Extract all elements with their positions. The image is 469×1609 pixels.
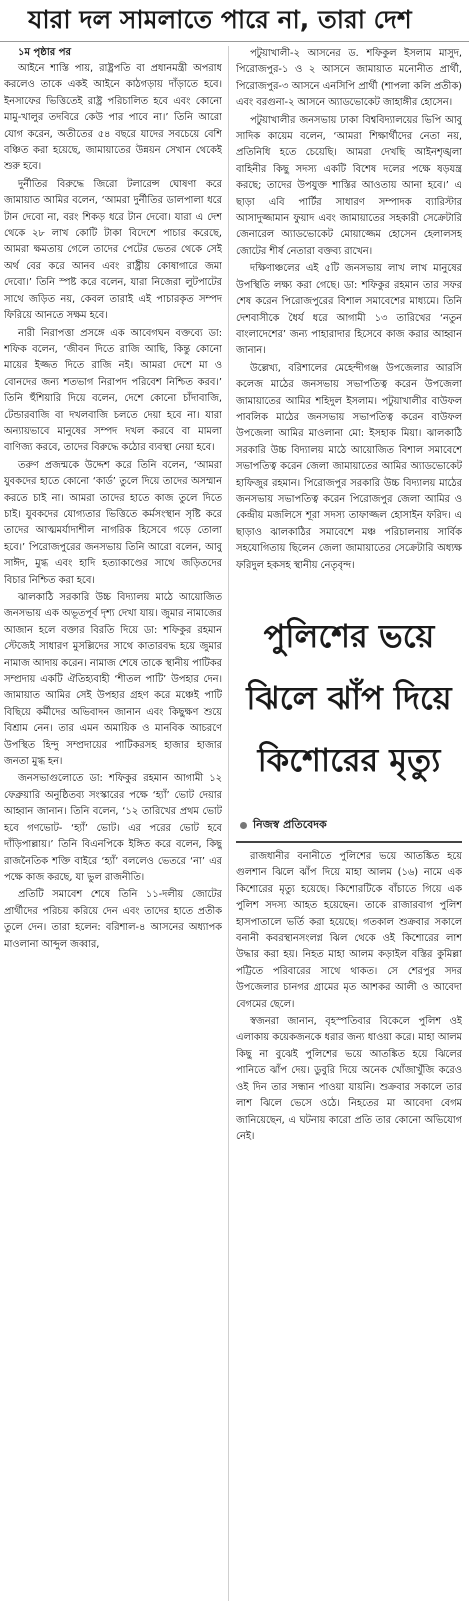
byline: নিজস্ব প্রতিবেদক (253, 818, 327, 831)
article-paragraph: তরুণ প্রজন্মকে উদ্দেশ করে তিনি বলেন, ‘আমরা যুবকদের হাতে কোনো ‘কার্ড’ তুলে দিয়ে তাদের অসম্মান করতে চাই না। আমরা তাদের হাতে কাজ তুলে দিতে চাই। যুবকদের যোগ্যতার ভিত্তিতে কর্মসংস্থান সৃষ্টি করে তাদের আত্মমর্যাদাশীল নাগরিক হিসেবে গড়ে তোলা হবে।’ পিরোজপুরের জনসভায় তিনি আরো বলেন, আবু সাঈদ, মুগ্ধ এবং হাদি হত্যাকাণ্ডের সাথে জড়িতদের বিচার নিশ্চিত করা হবে। (4, 459, 222, 586)
article-paragraph: দুর্নীতির বিরুদ্ধে জিরো টলারেন্স ঘোষণা করে জামায়াত আমির বলেন, ‘আমরা দুর্নীতির ডালপালা ধরে টান দেবো না, বরং শিকড় ধরে টান দেবো। যারা এ দেশ থেকে ২৮ লাখ কোটি টাকা বিদেশে পাচার করেছে, আমরা ক্ষমতায় গেলে তাদের পেটের ভেতর থেকে সেই অর্থ বের করে আনব এবং রাষ্ট্রীয় কোষাগারে জমা দেবো।’ তিনি স্পষ্ট করে বলেন, যারা নিজেরা লুটপাটের সাথে জড়িত নয়, কেবল তারাই এই পাচারকৃত সম্পদ ফিরিয়ে আনতে সক্ষম হবে। (4, 178, 222, 322)
article-paragraph: পটুয়াখালী-২ আসনের ড. শফিকুল ইসলাম মাসুদ, পিরোজপুর-১ ও ২ আসনে জামায়াত মনোনীত প্রার্থী, পিরোজপুর-৩ আসনে এনসিপি প্রার্থী (শাপলা কলি প্রতীক) এবং বরগুনা-২ আসনে অ্যাডভোকেট জাহাঙ্গীর হোসেন। (236, 48, 462, 109)
article-paragraph: ঝালকাঠি সরকারি উচ্চ বিদ্যালয় মাঠে আয়োজিত জনসভায় এক অভূতপূর্ব দৃশ্য দেখা যায়। জুমার নামাজের আজান হলে বক্তার বিরতি দিয়ে ডা: শফিকুর রহমান স্টেজেই সাধারণ মুসল্লিদের সাথে কাতারবদ্ধ হয়ে জুমার নামাজ আদায় করেন। নামাজ শেষে তাকে স্থানীয় পাটিকর সম্প্রদায় একটি ঐতিহ্যবাহী ‘শীতল পাটি’ উপহার দেন। জামায়াত আমির সেই উপহার গ্রহণ করে মঞ্চেই পাটি বিছিয়ে কর্মীদের অভিবাদন জানান এবং কিছুক্ষণ শুয়ে বিশ্রাম নেন। তার এমন অমায়িক ও মানবিক আচরণে উপস্থিত হিন্দু সম্প্রদায়ের পাটিকরসহ হাজার হাজার জনতা মুগ্ধ হন। (4, 592, 222, 768)
right-column (236, 46, 462, 1601)
byline-rule (236, 841, 462, 843)
byline-row (236, 816, 462, 835)
bullet-dot-icon (240, 822, 247, 829)
article-paragraph: দক্ষিণাঞ্চলের এই ৫টি জনসভায় লাখ লাখ মানুষের উপস্থিতি লক্ষ্য করা গেছে। ডা: শফিকুর রহমান তার সফর শেষ করেন পিরোজপুরের বিশাল সমাবেশের মাধ্যমে। তিনি দেশবাসীকে ধৈর্য ধরে আগামী ১৩ তারিখের ‘নতুন বাংলাদেশের’ জন্য পাহারাদার হিসেবে কাজ করার আহ্বান জানান। (236, 263, 462, 357)
article-paragraph: স্বজনরা জানান, বৃহস্পতিবার বিকেলে পুলিশ ওই এলাকায় কয়েকজনকে ধরার জন্য ধাওয়া করে। মাহা আলম কিছু না বুঝেই পুলিশের ভয়ে আতঙ্কিত হয়ে ঝিলের পানিতে ঝাঁপ দেয়। ডুবুরি দিয়ে অনেক খোঁজাখুঁজি করেও ওই দিন তার সন্ধান পাওয়া যায়নি। শুক্রবার সকালে তার লাশ ঝিলে ভেসে ওঠে। নিহতের মা আবেদা বেগম জানিয়েছেন, এ ঘটনায় কারো প্রতি তার কোনো অভিযোগ নেই। (236, 1016, 462, 1142)
article-paragraph: উল্লেখ্য, বরিশালের মেহেন্দীগঞ্জ উপজেলার আরসি কলেজ মাঠের জনসভায় সভাপতিত্ব করেন উপজেলা জামায়াতের আমির শহিদুল ইসলাম। পটুয়াখালীর বাউফল পাবলিক মাঠের জনসভায় সভাপতিত্ব করেন বাউফল উপজেলা আমির মাওলানা মো: ইসহাক মিয়া। ঝালকাঠি সরকারি উচ্চ বিদ্যালয় মাঠে আয়োজিত বিশাল সমাবেশে সভাপতিত্ব করেন জেলা জামায়াতের আমির অ্যাডভোকেট হাফিজুর রহমান। পিরোজপুর সরকারি উচ্চ বিদ্যালয় মাঠের জনসভায় সভাপতিত্ব করেন পিরোজপুর জেলা আমির ও কেন্দ্রীয় মজলিসে শূরা সদস্য তাফাজ্জল হোসাইন ফরিদ। এ ছাড়াও ঝালকাঠির সমাবেশে মঞ্চ পরিচালনায় সার্বিক সহযোগিতায় ছিলেন জেলা জামায়াতের সেক্রেটারি অধ্যক্ষ ফরিদুল হকসহ স্থানীয় নেতৃবৃন্দ। (236, 362, 462, 571)
column-divider (228, 46, 229, 1601)
second-story-headline: পুলিশের ভয়ে ঝিলে ঝাঁপ দিয়ে কিশোরের মৃত্যু (246, 617, 452, 779)
article-paragraph: পটুয়াখালীর জনসভায় ঢাকা বিশ্ববিদ্যালয়ের ভিপি আবু সাদিক কায়েম বলেন, ‘আমরা শিক্ষার্থীদের নেতা নয়, প্রতিনিধি হতে চেয়েছি। আমরা দেখছি আইনশৃঙ্খলা বাহিনীর কিছু সদস্য একটি বিশেষ দলের পক্ষে ষড়যন্ত্র করছে; তাদের উপযুক্ত শাস্তির আওতায় আনা হবে।’ এ ছাড়া এবি পার্টির সাধারণ সম্পাদক ব্যারিস্টার আসাদুজ্জামান ফুয়াদ এবং জামায়াতের সহকারী সেক্রেটারি জেনারেল অ্যাডভোকেট মোয়াজ্জেম হোসেন হেলালসহ জোটের শীর্ষ নেতারা বক্তব্য রাখেন। (236, 114, 462, 257)
article-paragraph: জনসভাগুলোতে ডা: শফিকুর রহমান আগামী ১২ ফেব্রুয়ারি অনুষ্ঠিতব্য সংস্কারের পক্ষে ‘হ্যাঁ’ ভোট দেয়ার আহ্বান জানান। তিনি বলেন, ‘১২ তারিখের প্রথম ভোট হবে গণভোট- ‘হ্যাঁ’ ভোট। এর পরের ভোট হবে দাঁড়িপাল্লায়।’ তিনি বিএনপিকে ইঙ্গিত করে বলেন, কিছু রাজনৈতিক শক্তি বাইরে ‘হ্যাঁ’ বললেও ভেতরে ‘না’ এর পক্ষে কাজ করছে, যা ভুল রাজনীতি। (4, 773, 222, 883)
article-paragraph: রাজধানীর বনানীতে পুলিশের ভয়ে আতঙ্কিত হয়ে গুলশান ঝিলে ঝাঁপ দিয়ে মাহা আলম (১৬) নামে এক কিশোরের মৃত্যু হয়েছে। কিশোরটিকে বাঁচাতে গিয়ে এক পুলিশ সদস্য আহত হয়েছেন। তাকে রাজারবাগ পুলিশ হাসপাতালে ভর্তি করা হয়েছে। গতকাল শুক্রবার সকালে বনানী কবরস্থানসংলগ্ন ঝিল থেকে ওই কিশোরের লাশ উদ্ধার করা হয়। নিহত মাহা আলম কড়াইল বস্তির কুমিল্লা পট্টিতে পরিবারের সাথে থাকত। সে শেরপুর সদর উপজেলার চানগর গ্রামের মৃত আশকর আলী ও আবেদা বেগমের ছেলে। (236, 851, 462, 1010)
article-paragraph: প্রতিটি সমাবেশ শেষে তিনি ১১-দলীয় জোটের প্রার্থীদের পরিচয় করিয়ে দেন এবং তাদের হাতে প্রতীক তুলে দেন। তারা হলেন: বরিশাল-৪ আসনের অধ্যাপক মাওলানা আব্দুল জব্বার, (4, 889, 222, 950)
main-headline: যারা দল সামলাতে পারে না, তারা দেশ (0, 0, 469, 42)
continued-from-label: ১ম পৃষ্ঠার পর (18, 47, 71, 58)
article-paragraph: আইনে শাস্তি পায়, রাষ্ট্রপতি বা প্রধানমন্ত্রী অপরাধ করলেও তাকে একই আইনে কাঠগড়ায় দাঁড়াতে হবে। ইনসাফের ভিত্তিতেই রাষ্ট্র পরিচালিত হবে এবং কোনো মামু-খালুর তদবিরে কেউ পার পাবে না।’ তিনি আরো যোগ করেন, অতীতের ৫৪ বছরে যাদের সবচেয়ে বেশি বঞ্চিত করা হয়েছে, জামায়াতের উন্নয়ন সেখান থেকেই শুরু হবে। (4, 63, 222, 173)
left-column (4, 46, 222, 1601)
article-paragraph: নারী নিরাপত্তা প্রসঙ্গে এক আবেগঘন বক্তব্যে ডা: শফিক বলেন, ‘জীবন দিতে রাজি আছি, কিন্তু কোনো মায়ের ইজ্জত দিতে রাজি নই। আমরা দেশে মা ও বোনদের জন্য শতভাগ নিরাপদ পরিবেশ নিশ্চিত করব।’ তিনি হুঁশিয়ারি দিয়ে বলেন, দেশে কোনো চাঁদাবাজি, টেন্ডারবাজি বা দখলবাজি চলতে দেয়া হবে না। যারা অন্যায়ভাবে মানুষের সম্পদ দখল করবে বা মামলা বাণিজ্য করবে, তাদের বিরুদ্ধে কঠোর ব্যবস্থা নেয়া হবে। (4, 327, 222, 454)
